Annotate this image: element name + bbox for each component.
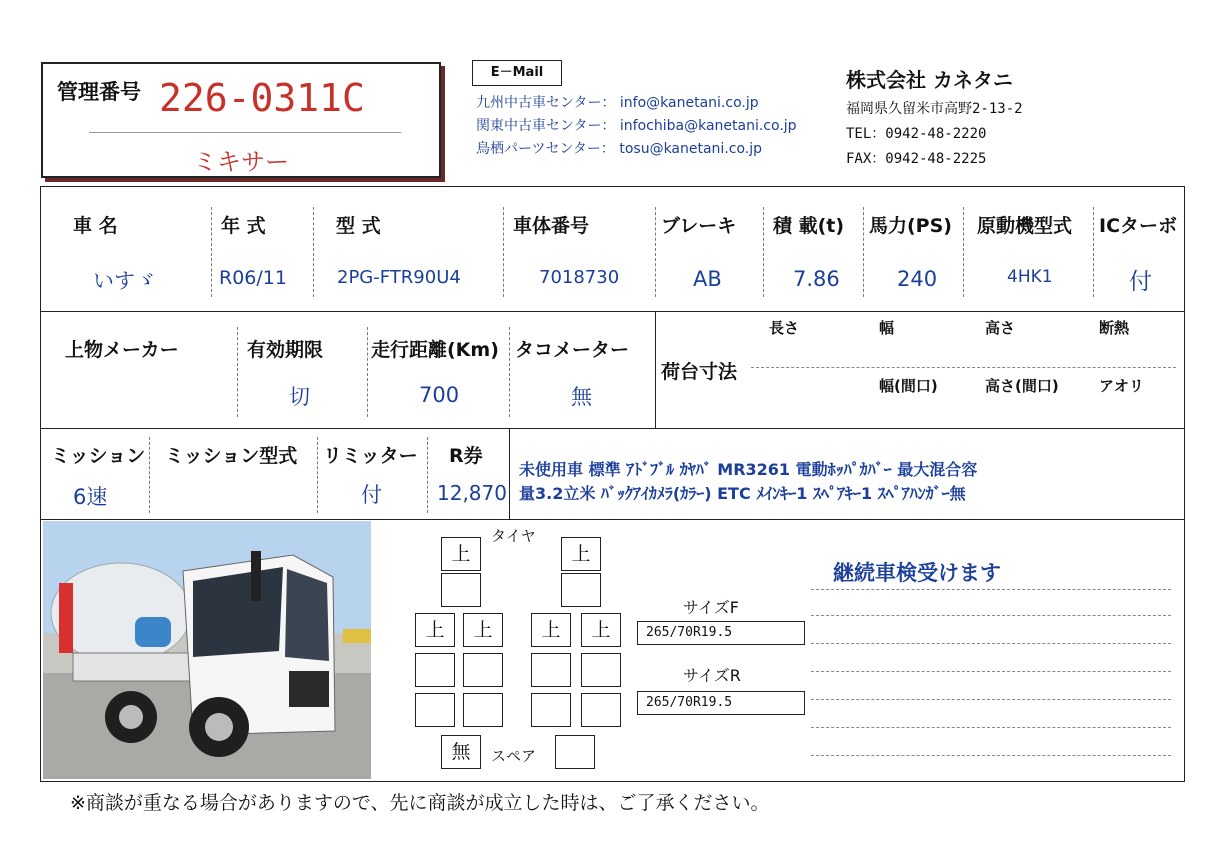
tire-front-right: 上 (561, 537, 601, 571)
bed-side-gate-label: アオリ (1099, 377, 1144, 395)
contact-tosu (476, 138, 762, 158)
header-ic-turbo: ICターボ (1099, 215, 1178, 237)
header-engine: 原動機型式 (977, 215, 1073, 237)
col-separator (313, 207, 314, 297)
header-mileage: 走行距離(Km) (371, 339, 499, 361)
header-brake: ブレーキ (661, 215, 737, 237)
col-separator (211, 207, 212, 297)
row-divider (41, 519, 1184, 520)
col-separator (427, 437, 428, 513)
col-separator (367, 327, 368, 417)
footer-disclaimer: ※商談が重なる場合がありますので、先に商談が成立した時は、ご了承ください。 (70, 792, 770, 814)
header-body-maker: 上物メーカー (65, 339, 179, 361)
value-chassis: 7018730 (539, 267, 620, 288)
tire-front-right-inner (561, 573, 601, 607)
value-tachometer: 無 (571, 385, 592, 409)
contact-kanto (476, 115, 797, 135)
col-separator (863, 207, 864, 297)
contact-email[interactable]: tosu@kanetani.co.jp (619, 141, 763, 157)
bed-opening-width-label: 幅(間口) (879, 377, 938, 395)
row-divider (41, 428, 1184, 429)
tire-front-left: 上 (441, 537, 481, 571)
truck-photo (43, 521, 371, 779)
header-limiter: リミッター (323, 445, 418, 467)
value-brake: AB (693, 267, 722, 291)
bed-opening-height-label: 高さ(間口) (985, 377, 1059, 395)
header-chassis: 車体番号 (513, 215, 590, 237)
value-mileage: 700 (419, 383, 460, 407)
spare-label: スペア (491, 747, 537, 765)
bed-dimensions-label: 荷台寸法 (661, 361, 738, 383)
tire-rear-right-inner: 上 (531, 613, 571, 647)
company-address: 福岡県久留米市高野2-13-2 (846, 101, 1023, 117)
note-line (811, 755, 1171, 756)
tire-slot (463, 653, 503, 687)
col-separator (509, 327, 510, 417)
col-separator (763, 207, 764, 297)
col-separator (1093, 207, 1094, 297)
col-separator (503, 207, 504, 297)
header-inspection-expiry: 有効期限 (247, 339, 324, 361)
email-badge: E－Mail (472, 60, 562, 86)
note-line (811, 589, 1171, 590)
notes-line-2: 量3.2立米 ﾊﾞｯｸｱｲｶﾒﾗ(ｶﾗｰ) ETC ﾒｲﾝｷｰ1 ｽﾍﾟｱｷｰ1 ｽﾍﾟｱﾊﾝｶﾞｰ無 (519, 484, 966, 503)
value-r-ticket: 12,870 (437, 481, 507, 505)
header-transmission-model: ミッション型式 (165, 445, 298, 467)
note-line (811, 671, 1171, 672)
tire-slot (531, 653, 571, 687)
tire-spare: 無 (441, 735, 481, 769)
header-load: 積 載(t) (773, 215, 845, 237)
size-r-value: 265/70R19.5 (637, 691, 805, 715)
notes-divider (509, 428, 510, 519)
value-ic-turbo: 付 (1129, 269, 1152, 295)
tire-slot (531, 693, 571, 727)
value-model: 2PG-FTR90U4 (337, 267, 461, 288)
tire-rear-left-outer: 上 (415, 613, 455, 647)
value-load: 7.86 (793, 267, 840, 291)
bed-width-label: 幅 (879, 319, 895, 337)
header-transmission: ミッション (51, 445, 146, 467)
management-divider (89, 132, 401, 133)
tire-slot (415, 693, 455, 727)
management-box (41, 62, 441, 178)
bed-dash-line (751, 367, 1176, 368)
value-limiter: 付 (361, 483, 382, 507)
contact-name: 九州中古車センター： (476, 95, 616, 111)
note-line (811, 615, 1171, 616)
col-separator (237, 327, 238, 417)
value-transmission: 6速 (73, 485, 108, 509)
row-divider (41, 311, 1184, 312)
management-number: 226-0311C (159, 76, 365, 120)
size-f-label: サイズF (683, 598, 739, 617)
bed-height-label: 高さ (985, 319, 1016, 337)
mixer-truck-image (43, 521, 371, 779)
size-r-label: サイズR (683, 666, 741, 685)
value-engine: 4HK1 (1007, 267, 1053, 287)
company-tel: TEL：0942-48-2220 (846, 126, 987, 142)
header-model: 型 式 (336, 215, 381, 237)
value-horsepower: 240 (897, 267, 938, 291)
tire-spare-slot (555, 735, 595, 769)
tire-rear-left-inner: 上 (463, 613, 503, 647)
bed-section-divider (655, 311, 656, 428)
note-line (811, 643, 1171, 644)
company-fax: FAX：0942-48-2225 (846, 151, 987, 167)
value-car-name: いすゞ (93, 269, 156, 293)
management-label: 管理番号 (57, 80, 141, 104)
value-year: R06/11 (219, 267, 287, 289)
contact-name: 関東中古車センター： (476, 118, 616, 134)
vehicle-type: ミキサー (193, 148, 289, 176)
contact-kyushu (476, 92, 759, 112)
col-separator (317, 437, 318, 513)
note-line (811, 699, 1171, 700)
contact-email[interactable]: infochiba@kanetani.co.jp (619, 118, 797, 134)
tire-slot (415, 653, 455, 687)
spec-sheet (40, 186, 1185, 782)
tire-label: タイヤ (491, 527, 536, 545)
contact-name: 鳥栖パーツセンター： (476, 141, 615, 157)
tire-slot (463, 693, 503, 727)
contact-email[interactable]: info@kanetani.co.jp (619, 95, 759, 111)
bed-length-label: 長さ (769, 319, 800, 337)
col-separator (963, 207, 964, 297)
notes-line-1: 未使用車 標準 ｱﾄﾞﾌﾞﾙ ｶﾔﾊﾞ MR3261 電動ﾎｯﾊﾟｶﾊﾞｰ 最大混合容 (519, 460, 978, 479)
header-tachometer: タコメーター (515, 339, 630, 361)
header-year: 年 式 (221, 215, 266, 237)
header-horsepower: 馬力(PS) (869, 215, 952, 237)
col-separator (149, 437, 150, 513)
header-car-name: 車 名 (73, 215, 118, 237)
col-separator (655, 207, 656, 297)
value-inspection-expiry: 切 (289, 385, 310, 409)
tire-rear-right-outer: 上 (581, 613, 621, 647)
tire-front-left-inner (441, 573, 481, 607)
inspection-note: 継続車検受けます (833, 561, 1001, 585)
size-f-value: 265/70R19.5 (637, 621, 805, 645)
tire-slot (581, 693, 621, 727)
tire-slot (581, 653, 621, 687)
company-name: 株式会社 カネタニ (846, 68, 1013, 92)
bed-insulation-label: 断熱 (1099, 319, 1130, 337)
header-r-ticket: R券 (449, 445, 483, 467)
note-line (811, 727, 1171, 728)
